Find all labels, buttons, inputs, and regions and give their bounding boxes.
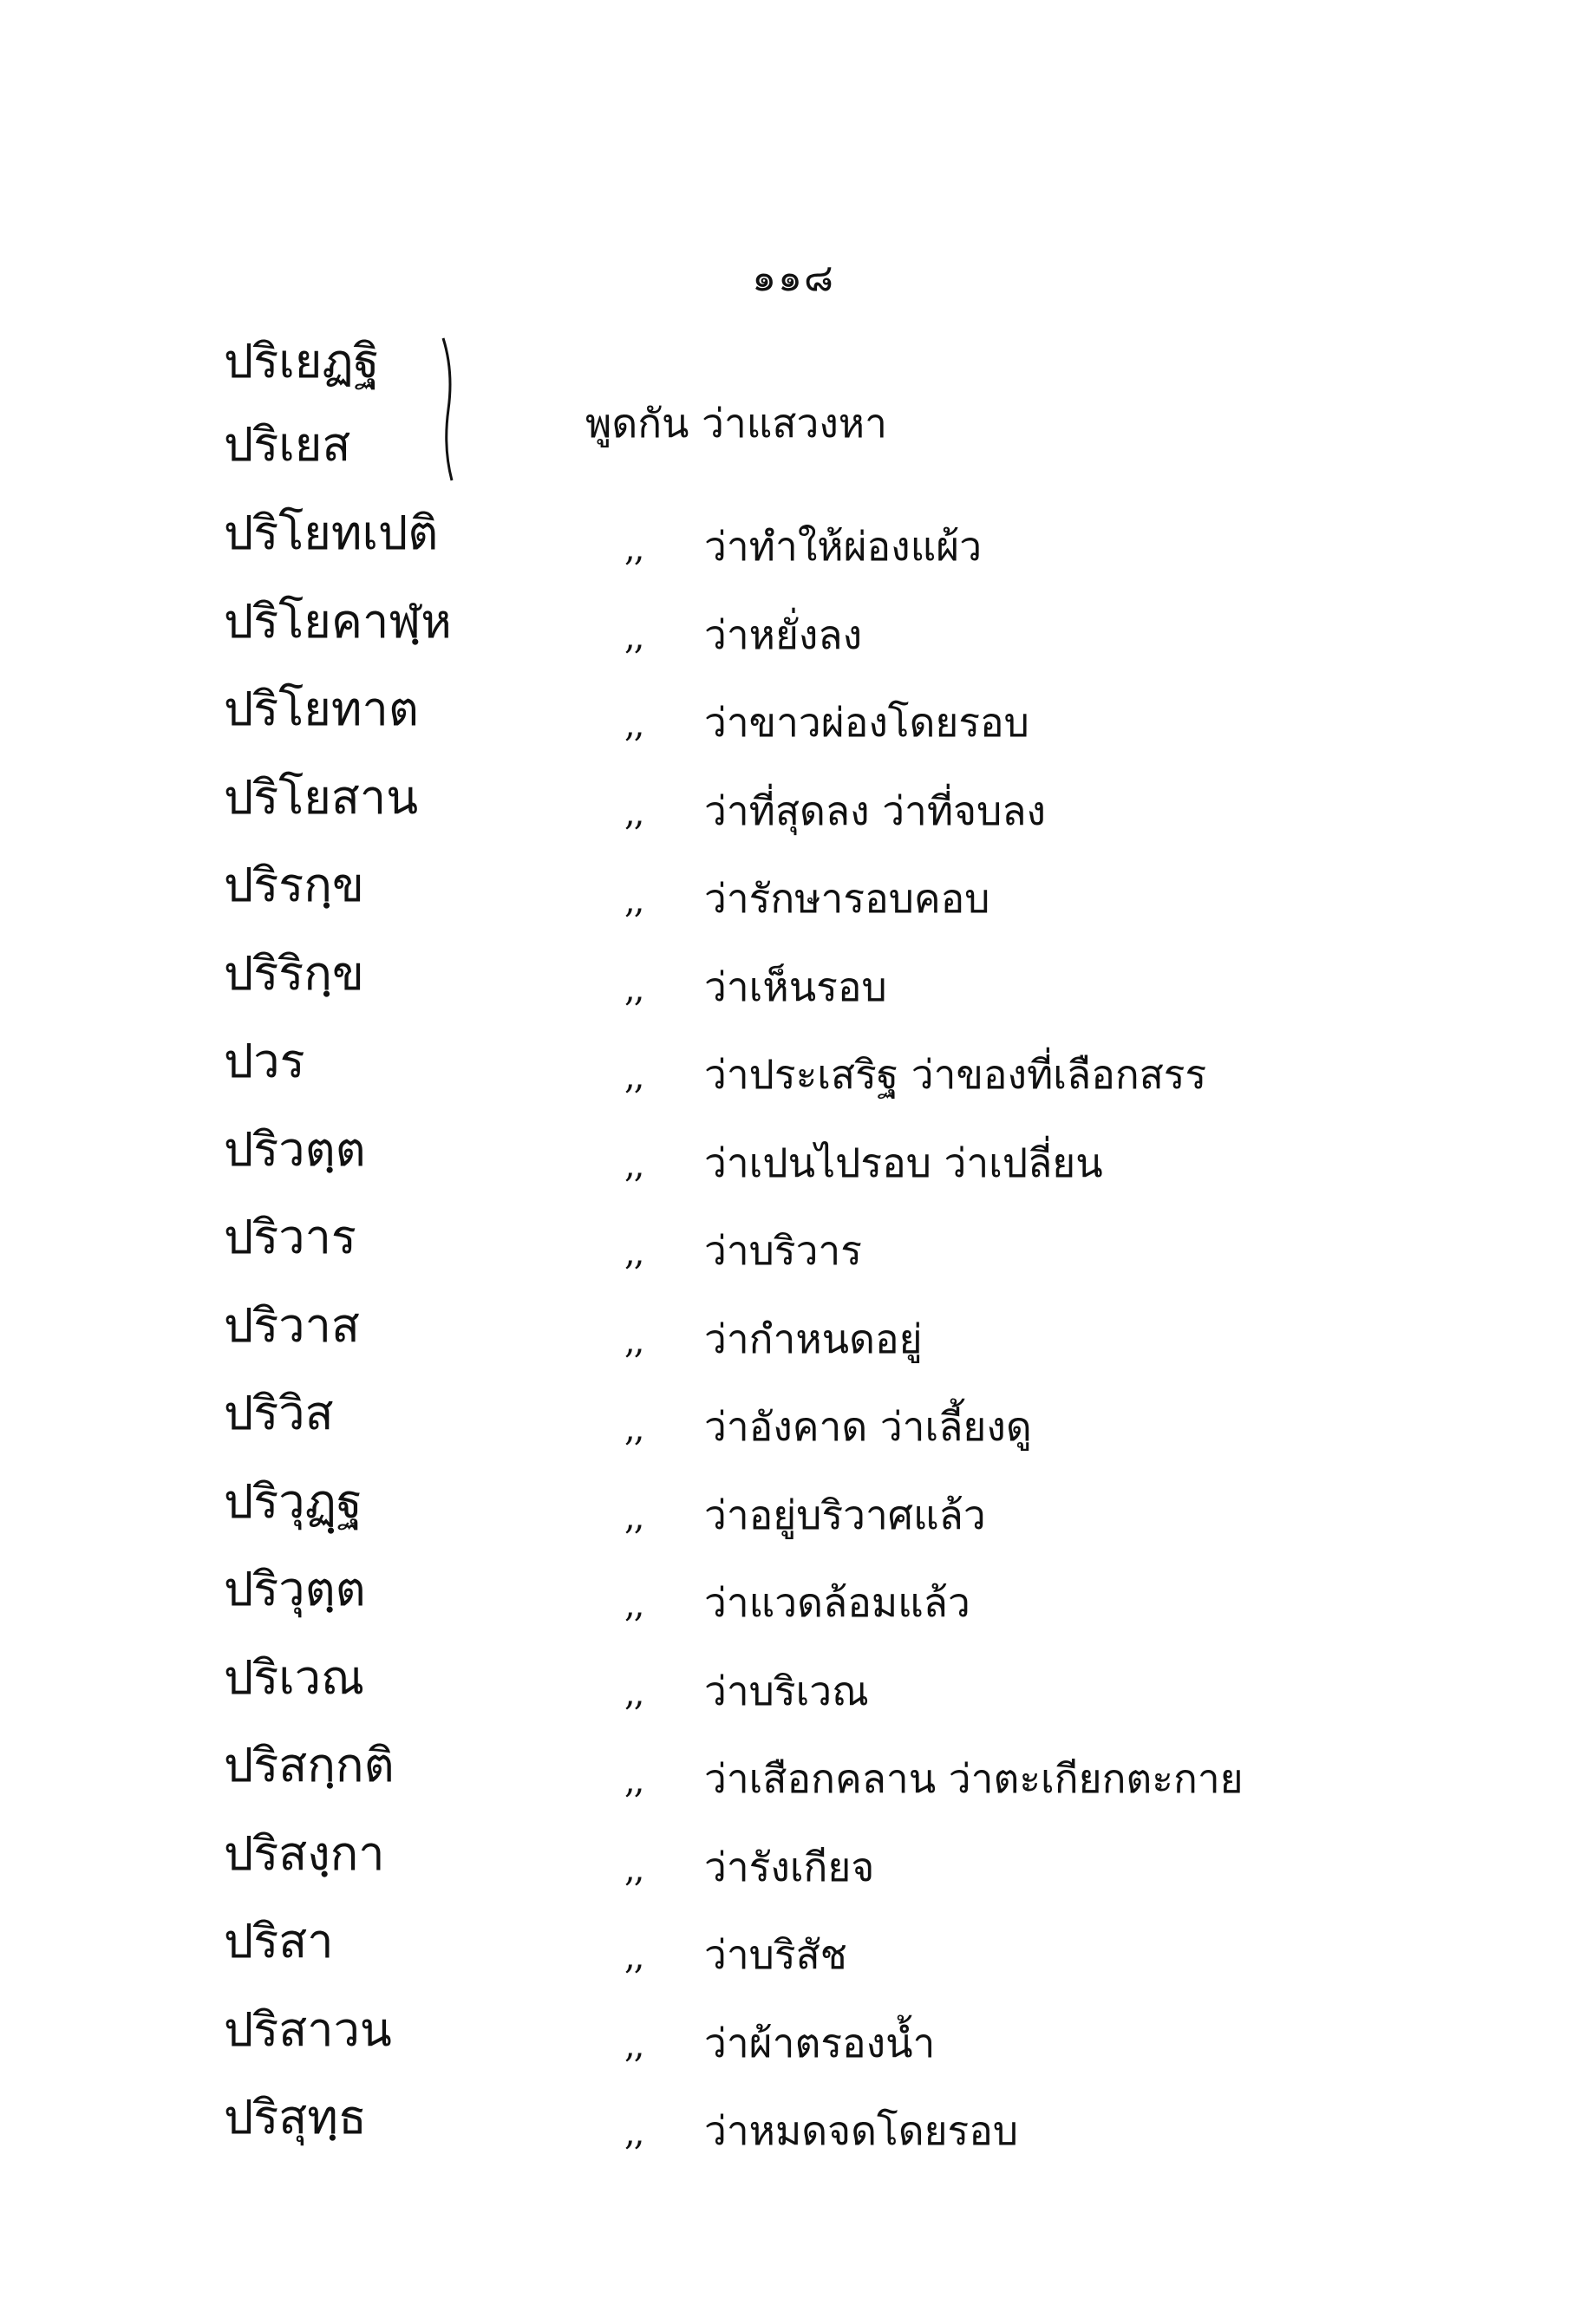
ditto-mark: ,,	[624, 1321, 643, 1361]
list-item	[0, 591, 1587, 680]
entry-definition: ว่าผ้าตรองน้ำ	[704, 2019, 936, 2066]
list-item	[0, 1296, 1587, 1384]
entry-term: ปริสกฺกติ	[224, 1738, 395, 1792]
list-item	[0, 1559, 1587, 1648]
entry-term: ปริวาร	[224, 1210, 356, 1264]
list-item	[0, 1207, 1587, 1296]
ditto-mark: ,,	[624, 2025, 643, 2066]
entry-definition: ว่ารักษารอบคอบ	[704, 875, 990, 922]
entry-definition: ว่าอยู่บริวาศแล้ว	[704, 1491, 986, 1538]
entry-definition: ว่ารังเกียจ	[704, 1843, 875, 1890]
entry-term: ปริสุทฺธ	[224, 2090, 367, 2144]
entry-definition: ว่าเห็นรอบ	[704, 963, 887, 1010]
entry-definition: ว่าบริวาร	[704, 1227, 862, 1274]
entry-definition: ว่าประเสริฐ ว่าของที่เลือกสรร	[704, 1051, 1207, 1098]
entry-definition: ว่าหยั่งลง	[704, 610, 863, 658]
entry-definition: ว่ากำหนดอยู่	[704, 1315, 923, 1362]
entry-definition: ว่าที่สุดลง ว่าที่จบลง	[704, 787, 1046, 834]
list-item	[0, 943, 1587, 1032]
list-item	[0, 855, 1587, 943]
ditto-mark: ,,	[624, 705, 643, 745]
entry-definition: ว่าแวดล้อมแล้ว	[704, 1579, 970, 1626]
entry-term: ปริสา	[224, 1914, 334, 1968]
list-item	[0, 679, 1587, 767]
entry-definition: ว่าเสือกคลาน ว่าตะเกียกตะกาย	[704, 1755, 1244, 1802]
entry-definition: ว่าเปนไปรอบ ว่าเปลี่ยน	[704, 1139, 1103, 1186]
ditto-mark: ,,	[624, 969, 643, 1009]
entry-term: ปริโยคาฬฺห	[224, 593, 452, 649]
ditto-mark: ,,	[624, 1233, 643, 1273]
entry-term: ปริเวณ	[224, 1649, 365, 1705]
entry-term: ปริเยฏฐิ	[224, 334, 380, 388]
entry-term: ปริสาวน	[224, 2001, 392, 2057]
page-number: ๑๑๘	[752, 256, 835, 300]
ditto-mark: ,,	[624, 1761, 643, 1801]
entry-term: ปริสงฺกา	[224, 1825, 385, 1881]
list-item	[0, 503, 1587, 591]
list-item	[0, 1031, 1587, 1120]
list-item	[0, 1120, 1587, 1208]
list-item	[0, 1911, 1587, 2000]
ditto-mark: ,,	[624, 2113, 643, 2153]
list-item	[0, 767, 1587, 856]
entry-term: ปริวิส	[224, 1386, 334, 1440]
ditto-mark: ,,	[624, 1409, 643, 1449]
list-item	[0, 2000, 1587, 2088]
ditto-mark: ,,	[624, 1145, 643, 1185]
ditto-mark: ,,	[624, 1849, 643, 1890]
list-item	[0, 1648, 1587, 1736]
ditto-mark: ,,	[624, 1673, 643, 1714]
entry-term: ปริรกฺข	[224, 858, 364, 912]
entry-term: ปริวาส	[224, 1297, 360, 1353]
entry-definition: ว่าอังคาด ว่าเลี้ยงดู	[704, 1403, 1032, 1450]
list-item	[0, 2087, 1587, 2176]
entry-term: ปริเยส	[224, 417, 351, 472]
entry-term: ปวร	[224, 1034, 305, 1088]
list-item	[0, 1472, 1587, 1560]
ditto-mark: ,,	[624, 529, 643, 569]
entry-definition: ว่าหมดจดโดยรอบ	[704, 2107, 1019, 2154]
entry-definition: ว่าทำให้ผ่องแผ้ว	[704, 523, 983, 570]
entry-term: ปริโยทาต	[224, 682, 419, 736]
entry-term: ปริโยทเปติ	[224, 506, 439, 560]
ditto-mark: ,,	[624, 793, 643, 833]
entry-term: ปริโยสาน	[224, 769, 419, 825]
ditto-mark: ,,	[624, 1585, 643, 1625]
ditto-mark: ,,	[624, 617, 643, 657]
grouped-entry	[0, 321, 1587, 486]
list-item	[0, 1383, 1587, 1472]
entry-term: ปริวตฺต	[224, 1121, 366, 1177]
entry-list	[0, 503, 1587, 2176]
ditto-mark: ,,	[624, 1057, 643, 1097]
ditto-mark: ,,	[624, 881, 643, 921]
entry-definition: ว่าขาวผ่องโดยรอบ	[704, 699, 1029, 746]
entry-definition: พูดกัน ว่าแสวงหา	[585, 400, 887, 447]
entry-definition: ว่าบริสัช	[704, 1931, 847, 1978]
entry-definition: ว่าบริเวณ	[704, 1667, 869, 1714]
grouping-bracket	[438, 336, 464, 482]
list-item	[0, 1824, 1587, 1912]
ditto-mark: ,,	[624, 1497, 643, 1537]
entry-term: ปริวุตฺต	[224, 1562, 366, 1616]
entry-term: ปริริกฺข	[224, 945, 364, 1001]
ditto-mark: ,,	[624, 1937, 643, 1977]
entry-term: ปริวุฏฺฐ	[224, 1473, 362, 1529]
list-item	[0, 1735, 1587, 1824]
